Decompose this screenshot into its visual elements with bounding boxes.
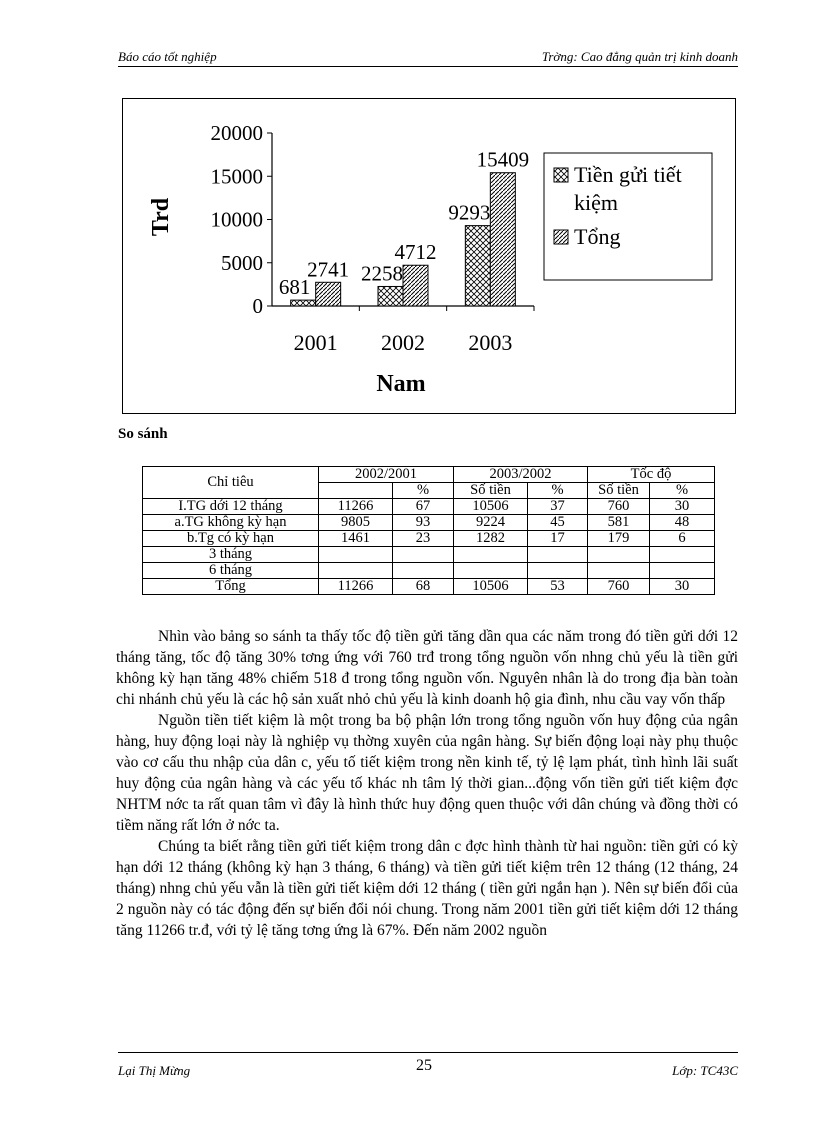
table-cell: 760 bbox=[588, 579, 650, 595]
table-row bbox=[143, 547, 715, 563]
table-cell: 1282 bbox=[454, 531, 528, 547]
group-header-cell: 2002/2001 bbox=[319, 467, 454, 483]
table-row bbox=[143, 579, 715, 595]
chart-frame bbox=[122, 98, 736, 414]
table-cell bbox=[588, 563, 650, 579]
bar-tong-2002 bbox=[403, 265, 428, 306]
table-cell: 48 bbox=[650, 515, 715, 531]
table-cell: 1461 bbox=[319, 531, 393, 547]
table-row bbox=[143, 515, 715, 531]
table-row bbox=[143, 563, 715, 579]
row-label-cell: Tổng bbox=[143, 579, 319, 595]
x-tick-label: 2002 bbox=[381, 330, 425, 355]
subheader-cell: % bbox=[650, 483, 715, 499]
table-cell: 30 bbox=[650, 499, 715, 515]
bar-tong-2001 bbox=[316, 282, 341, 306]
table-cell: 37 bbox=[528, 499, 588, 515]
table-cell bbox=[650, 563, 715, 579]
table-cell bbox=[588, 547, 650, 563]
group-header-cell: 2003/2002 bbox=[454, 467, 588, 483]
table-cell bbox=[528, 563, 588, 579]
table-row bbox=[143, 499, 715, 515]
table-cell: 11266 bbox=[319, 579, 393, 595]
table-cell bbox=[319, 547, 393, 563]
x-tick-label: 2001 bbox=[293, 330, 338, 355]
legend-swatch-tien-gui bbox=[554, 168, 568, 182]
table-cell: 9805 bbox=[319, 515, 393, 531]
table-cell: 760 bbox=[588, 499, 650, 515]
row-label-cell: 3 tháng bbox=[143, 547, 319, 563]
y-tick-label: 5000 bbox=[221, 250, 263, 275]
legend-label: Tổng bbox=[574, 224, 621, 249]
y-tick-label: 10000 bbox=[210, 207, 263, 232]
table-cell: 68 bbox=[393, 579, 454, 595]
table-cell: 10506 bbox=[454, 499, 528, 515]
row-label-cell: I.TG dới 12 tháng bbox=[143, 499, 319, 515]
subheader-cell: % bbox=[393, 483, 454, 499]
footer-author: Lại Thị Mừng bbox=[118, 1063, 191, 1078]
page-number: 25 bbox=[416, 1057, 432, 1074]
table-cell bbox=[650, 547, 715, 563]
page-footer bbox=[118, 1052, 738, 1083]
table-cell: 581 bbox=[588, 515, 650, 531]
table-cell bbox=[319, 563, 393, 579]
legend-label: Tiền gửi tiết bbox=[574, 162, 682, 187]
comparison-table bbox=[142, 466, 715, 595]
paragraph: Nguồn tiền tiết kiệm là một trong ba bộ phận lớn trong tổng nguồn vốn huy động của ngân hàng, huy động loại này là nghiệp vụ thờng xuyên của ngân hàng. Sự biến động loại này phụ thuộc vào cơ cấu thu nhập của dân c, yếu tố tiết kiệm trong nền kinh tế, tỷ lệ lạm phát, tình hình lãi suất huy động của ngân hàng và các yếu tố khác nh tâm lý thời gian...động vốn tiền gửi tiết kiệm đợc NHTM nớc ta rất quan tâm vì đây là hình thức huy động quen thuộc với dân chúng và đồng thời có tiềm năng rất lớn ở nớc ta. bbox=[116, 712, 738, 834]
group-header-cell: Tốc độ bbox=[588, 467, 715, 483]
data-label: 9293 bbox=[448, 200, 491, 225]
table-cell: 17 bbox=[528, 531, 588, 547]
page-header bbox=[118, 48, 738, 67]
table-cell: 11266 bbox=[319, 499, 393, 515]
table-cell: 179 bbox=[588, 531, 650, 547]
header-report-title: Báo cáo tốt nghiệp bbox=[118, 49, 217, 64]
table-cell bbox=[454, 547, 528, 563]
footer-class: Lớp: TC43C bbox=[672, 1063, 738, 1078]
subheader-cell bbox=[319, 483, 393, 499]
table-cell bbox=[528, 547, 588, 563]
row-label-cell: b.Tg có kỳ hạn bbox=[143, 531, 319, 547]
legend-label: kiệm bbox=[574, 190, 618, 215]
table-cell bbox=[393, 547, 454, 563]
table-cell: 10506 bbox=[454, 579, 528, 595]
table-cell: 9224 bbox=[454, 515, 528, 531]
table-cell bbox=[393, 563, 454, 579]
bar-tien-gui-tiet-kiem-2001 bbox=[291, 300, 316, 306]
header-cell: Chỉ tiêu bbox=[143, 467, 319, 499]
body-text bbox=[116, 626, 738, 941]
x-axis-title: Nam bbox=[376, 371, 426, 397]
deposit-bar-chart bbox=[123, 99, 735, 413]
data-label: 2741 bbox=[307, 257, 350, 282]
data-label: 681 bbox=[278, 275, 311, 300]
table-cell: 6 bbox=[650, 531, 715, 547]
bar-tien-gui-tiet-kiem-2002 bbox=[378, 286, 403, 306]
table-cell: 53 bbox=[528, 579, 588, 595]
y-tick-label: 20000 bbox=[210, 121, 263, 145]
y-tick-label: 0 bbox=[252, 294, 263, 318]
y-tick-label: 15000 bbox=[210, 164, 263, 189]
row-label-cell: 6 tháng bbox=[143, 563, 319, 579]
x-tick-label: 2003 bbox=[468, 330, 513, 355]
legend-swatch-tong bbox=[554, 230, 568, 244]
table-cell: 45 bbox=[528, 515, 588, 531]
table-cell: 30 bbox=[650, 579, 715, 595]
table-cell: 67 bbox=[393, 499, 454, 515]
header-school-name: Trờng: Cao đẳng quản trị kinh doanh bbox=[541, 49, 738, 64]
data-label: 4712 bbox=[394, 240, 437, 265]
subheader-cell: Số tiền bbox=[454, 483, 528, 499]
table-cell: 23 bbox=[393, 531, 454, 547]
subheader-cell: Số tiền bbox=[588, 483, 650, 499]
data-label: 2258 bbox=[361, 261, 403, 286]
y-axis-title: Trd bbox=[148, 197, 174, 237]
table-row bbox=[143, 531, 715, 547]
row-label-cell: a.TG không kỳ hạn bbox=[143, 515, 319, 531]
table-header-row bbox=[143, 467, 715, 483]
bar-tong-2003 bbox=[490, 173, 515, 306]
paragraph: Chúng ta biết rằng tiền gửi tiết kiệm trong dân c đợc hình thành từ hai nguồn: tiền gửi có kỳ hạn dới 12 tháng (không kỳ hạn 3 tháng, 6 tháng) và tiền gửi tiết kiệm trên 12 tháng (12 tháng, 24 tháng) nhng chủ yếu vẫn là tiền gửi tiết kiệm dới 12 tháng ( tiền gửi ngắn hạn ). Nên sự biến đổi của 2 nguồn này có tác động đến sự biến đổi nói chung. Trong năm 2001 tiền gửi tiết kiệm dới 12 tháng tăng 11266 tr.đ, với tỷ lệ tăng tơng ứng là 67%. Đến năm 2002 nguồn bbox=[116, 838, 738, 939]
table-cell: 93 bbox=[393, 515, 454, 531]
bar-tien-gui-tiet-kiem-2003 bbox=[465, 226, 490, 306]
table-caption: So sánh bbox=[118, 426, 168, 442]
paragraph: Nhìn vào bảng so sánh ta thấy tốc độ tiền gửi tăng dần qua các năm trong đó tiền gửi dới 12 tháng tăng, tốc độ tăng 30% tơng ứng với 760 trđ trong tổng nguồn vốn nhng chủ yếu là tiền gửi không kỳ hạn tăng 48% chiếm 518 đ trong tổng nguồn vốn. Nguyên nhân là do trong địa bàn toàn chi nhánh chủ yếu là các hộ sản xuất nhỏ chủ yếu là kinh doanh hộ gia đình, nhu cầu vay vốn thấp bbox=[116, 628, 738, 708]
subheader-cell: % bbox=[528, 483, 588, 499]
data-label: 15409 bbox=[476, 147, 530, 172]
table-cell bbox=[454, 563, 528, 579]
